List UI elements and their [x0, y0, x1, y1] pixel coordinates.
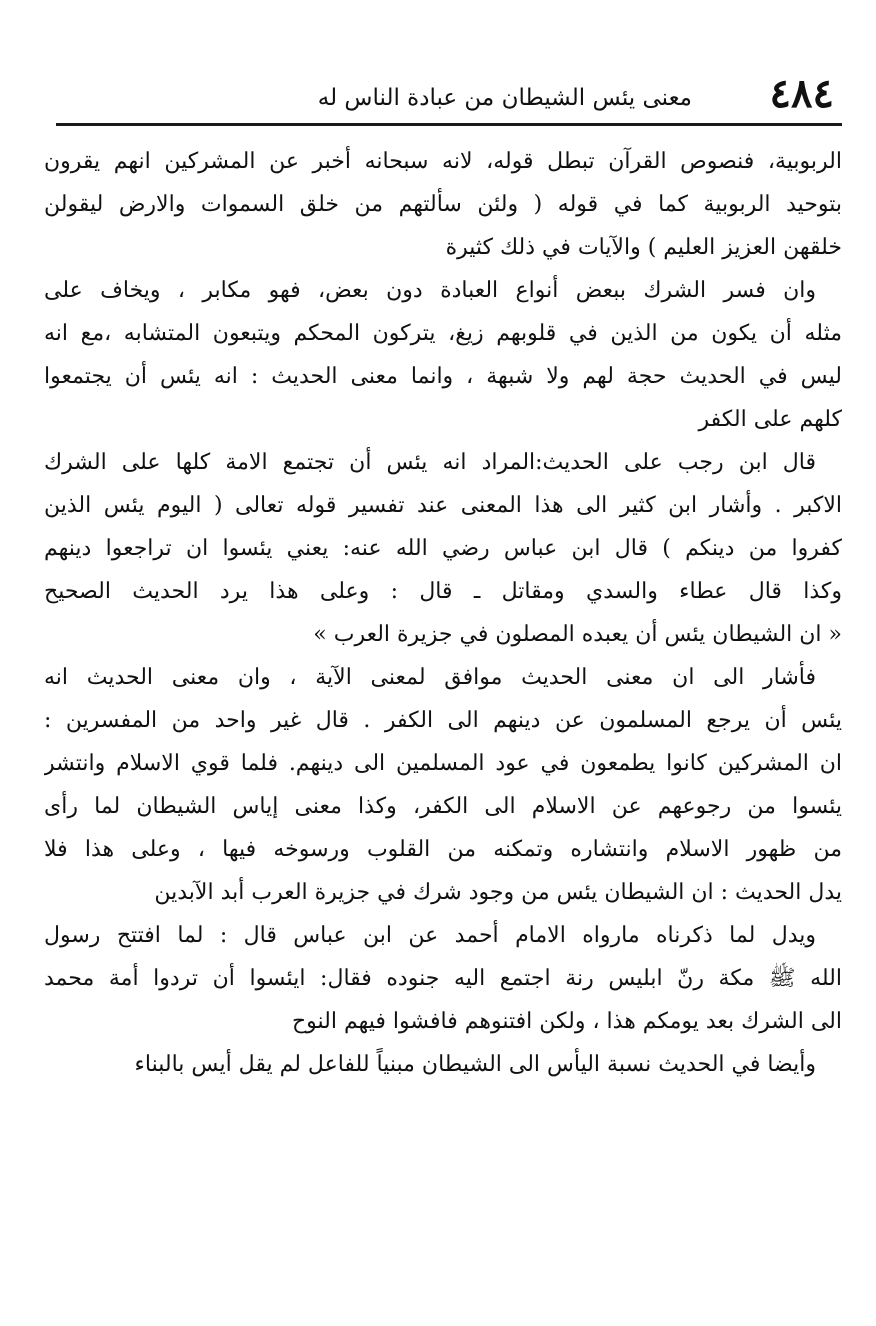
page-number: ٤٨٤: [769, 70, 834, 117]
running-title: معنى يئس الشيطان من عبادة الناس له: [317, 85, 692, 111]
text-line: ويدل لما ذكرناه مارواه الامام أحمد عن ابن عباس قال : لما افتتح رسول: [44, 923, 816, 948]
body-text: [44, 140, 842, 1086]
text-line: يئس أن يرجع المسلمون عن دينهم الى الكفر . قال غير واحد من المفسرين :: [44, 708, 842, 733]
paragraph-4: [44, 656, 842, 914]
text-line: يدل الحديث : ان الشيطان يئس من وجود شرك في جزيرة العرب أبد الآبدين: [154, 880, 842, 905]
text-line: خلقهن العزيز العليم ) والآيات في ذلك كثيرة: [445, 235, 842, 260]
paragraph-3: [44, 441, 842, 656]
header-rule: [56, 123, 842, 126]
text-line: وان فسر الشرك ببعض أنواع العبادة دون بعض، فهو مكابر ، ويخاف على: [44, 278, 816, 303]
text-line: ليس في الحديث حجة لهم ولا شبهة ، وانما معنى الحديث : انه يئس أن يجتمعوا: [44, 364, 842, 389]
text-line: قال ابن رجب على الحديث:المراد انه يئس أن تجتمع الامة كلها على الشرك: [44, 450, 816, 475]
text-line: كلهم على الكفر: [698, 407, 842, 432]
text-line: كفروا من دينكم ) قال ابن عباس رضي الله عنه: يعني يئسوا ان تراجعوا دينهم: [44, 536, 842, 561]
text-line: الله ﷺ مكة رنّ ابليس رنة اجتمع اليه جنوده فقال: ايئسوا أن تردوا أمة محمد: [44, 966, 842, 991]
text-line: الاكبر . وأشار ابن كثير الى هذا المعنى عند تفسير قوله تعالى ( اليوم يئس الذين: [44, 493, 842, 518]
text-line: بتوحيد الربوبية كما في قوله ( ولئن سألتهم من خلق السموات والارض ليقولن: [44, 192, 842, 217]
page-header: [56, 70, 842, 120]
text-line: الربوبية، فنصوص القرآن تبطل قوله، لانه سبحانه أخبر عن المشركين انهم يقرون: [44, 149, 842, 174]
paragraph-5: [44, 914, 842, 1043]
text-line: وكذا قال عطاء والسدي ومقاتل ـ قال : وعلى هذا يرد الحديث الصحيح: [44, 579, 842, 604]
text-line: يئسوا من رجوعهم عن الاسلام الى الكفر، وكذا معنى إياس الشيطان لما رأى: [44, 794, 842, 819]
text-line: مثله أن يكون من الذين في قلوبهم زيغ، يتركون المحكم ويتبعون المتشابه ،مع انه: [44, 321, 842, 346]
text-line: من ظهور الاسلام وانتشاره وتمكنه من القلوب ورسوخه فيها ، وعلى هذا فلا: [44, 837, 842, 862]
paragraph-1: [44, 140, 842, 269]
text-line: فأشار الى ان معنى الحديث موافق لمعنى الآية ، وان معنى الحديث انه: [44, 665, 816, 690]
text-line: وأيضا في الحديث نسبة اليأس الى الشيطان مبنياً للفاعل لم يقل أيس بالبناء: [134, 1052, 816, 1077]
text-line: ان المشركين كانوا يطمعون في عود المسلمين الى دينهم. فلما قوي الاسلام وانتشر: [44, 751, 842, 776]
text-line: الى الشرك بعد يومكم هذا ، ولكن افتنوهم فافشوا فيهم النوح: [291, 1009, 842, 1034]
paragraph-6: [44, 1043, 842, 1086]
text-line: « ان الشيطان يئس أن يعبده المصلون في جزيرة العرب »: [313, 622, 842, 647]
paragraph-2: [44, 269, 842, 441]
